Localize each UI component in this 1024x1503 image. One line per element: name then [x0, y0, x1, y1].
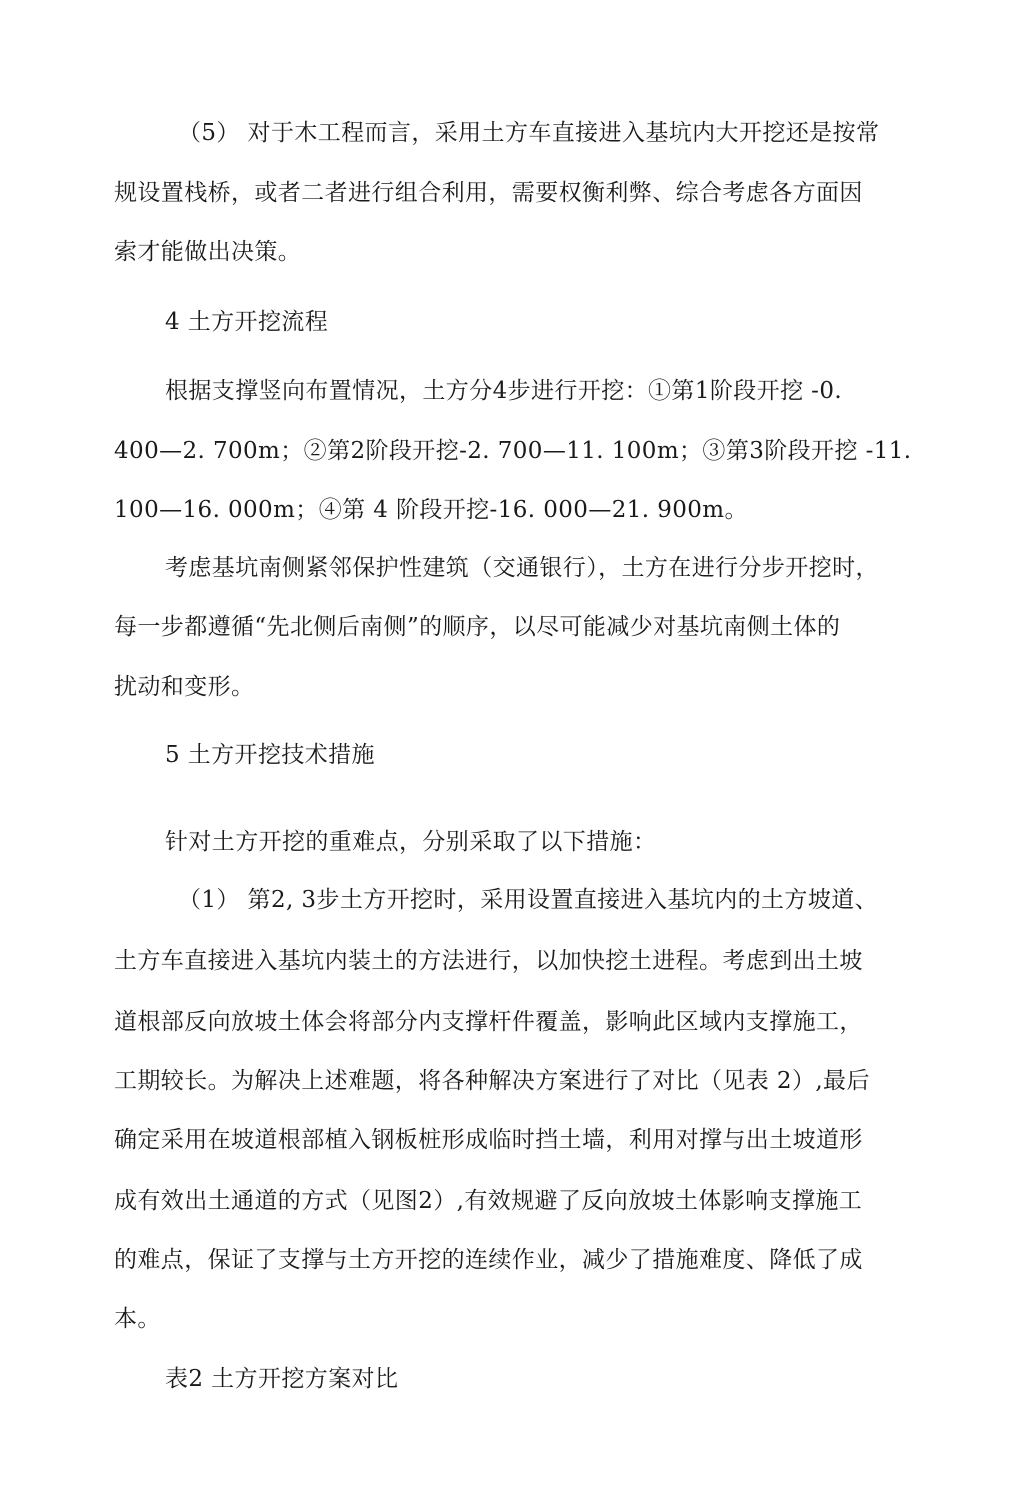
south-side-para-line-3: 扰动和变形。 [114, 674, 255, 700]
measures-intro: 针对土方开挖的重难点，分别采取了以下措施： [165, 829, 657, 855]
paragraph-5-line-1: （5） 对于木工程而言，采用土方车直接进入基坑内大开挖还是按常 [178, 120, 880, 146]
south-side-para-line-2: 每一步都遵循“先北侧后南侧”的顺序，以尽可能减少对基坑南侧土体的 [114, 614, 841, 640]
south-side-para-line-1: 考虑基坑南侧紧邻保护性建筑（交通银行），土方在进行分步开挖时， [165, 555, 879, 581]
measure-1-line-1: （1） 第2, 3步土方开挖时，采用设置直接进入基坑内的土方坡道、 [178, 887, 879, 913]
measure-1-line-5: 确定采用在坡道根部植入钢板桩形成临时挡土墙，利用对撑与出土坡道形 [114, 1127, 863, 1153]
measure-1-line-8: 本。 [114, 1306, 161, 1332]
table-2-caption: 表2 土方开挖方案对比 [165, 1366, 399, 1392]
measure-1-line-2: 土方车直接进入基坑内装土的方法进行，以加快挖土进程。考虑到出土坡 [114, 948, 863, 974]
measure-1-line-6: 成有效出土通道的方式（见图2）,有效规避了反向放坡土体影响支撑施工 [114, 1188, 863, 1214]
measure-1-line-4: 工期较长。为解决上述难题，将各种解决方案进行了对比（见表 2）,最后 [114, 1068, 870, 1094]
measure-1-line-3: 道根部反向放坡土体会将部分内支撑杆件覆盖，影响此区域内支撑施工， [114, 1009, 863, 1035]
measure-1-line-7: 的难点，保证了支撑与土方开挖的连续作业，减少了措施难度、降低了成 [114, 1247, 863, 1273]
paragraph-5-line-2: 规设置栈桥，或者二者进行组合利用，需要权衡利弊、综合考虑各方面因 [114, 180, 863, 206]
section-5-heading: 5 土方开挖技术措施 [165, 742, 375, 768]
section-4-para-line-1: 根据支撑竖向布置情况，土方分4步进行开挖：①第1阶段开挖 -0. [165, 378, 843, 404]
section-4-heading: 4 土方开挖流程 [165, 309, 329, 335]
section-4-para-line-3: 100—16. 000m；④第 4 阶段开挖-16. 000—21. 900m。 [114, 497, 748, 523]
section-4-para-line-2: 400—2. 700m；②第2阶段开挖-2. 700—11. 100m；③第3阶段开挖 -11. [114, 438, 912, 464]
paragraph-5-line-3: 索才能做出决策。 [114, 239, 302, 265]
